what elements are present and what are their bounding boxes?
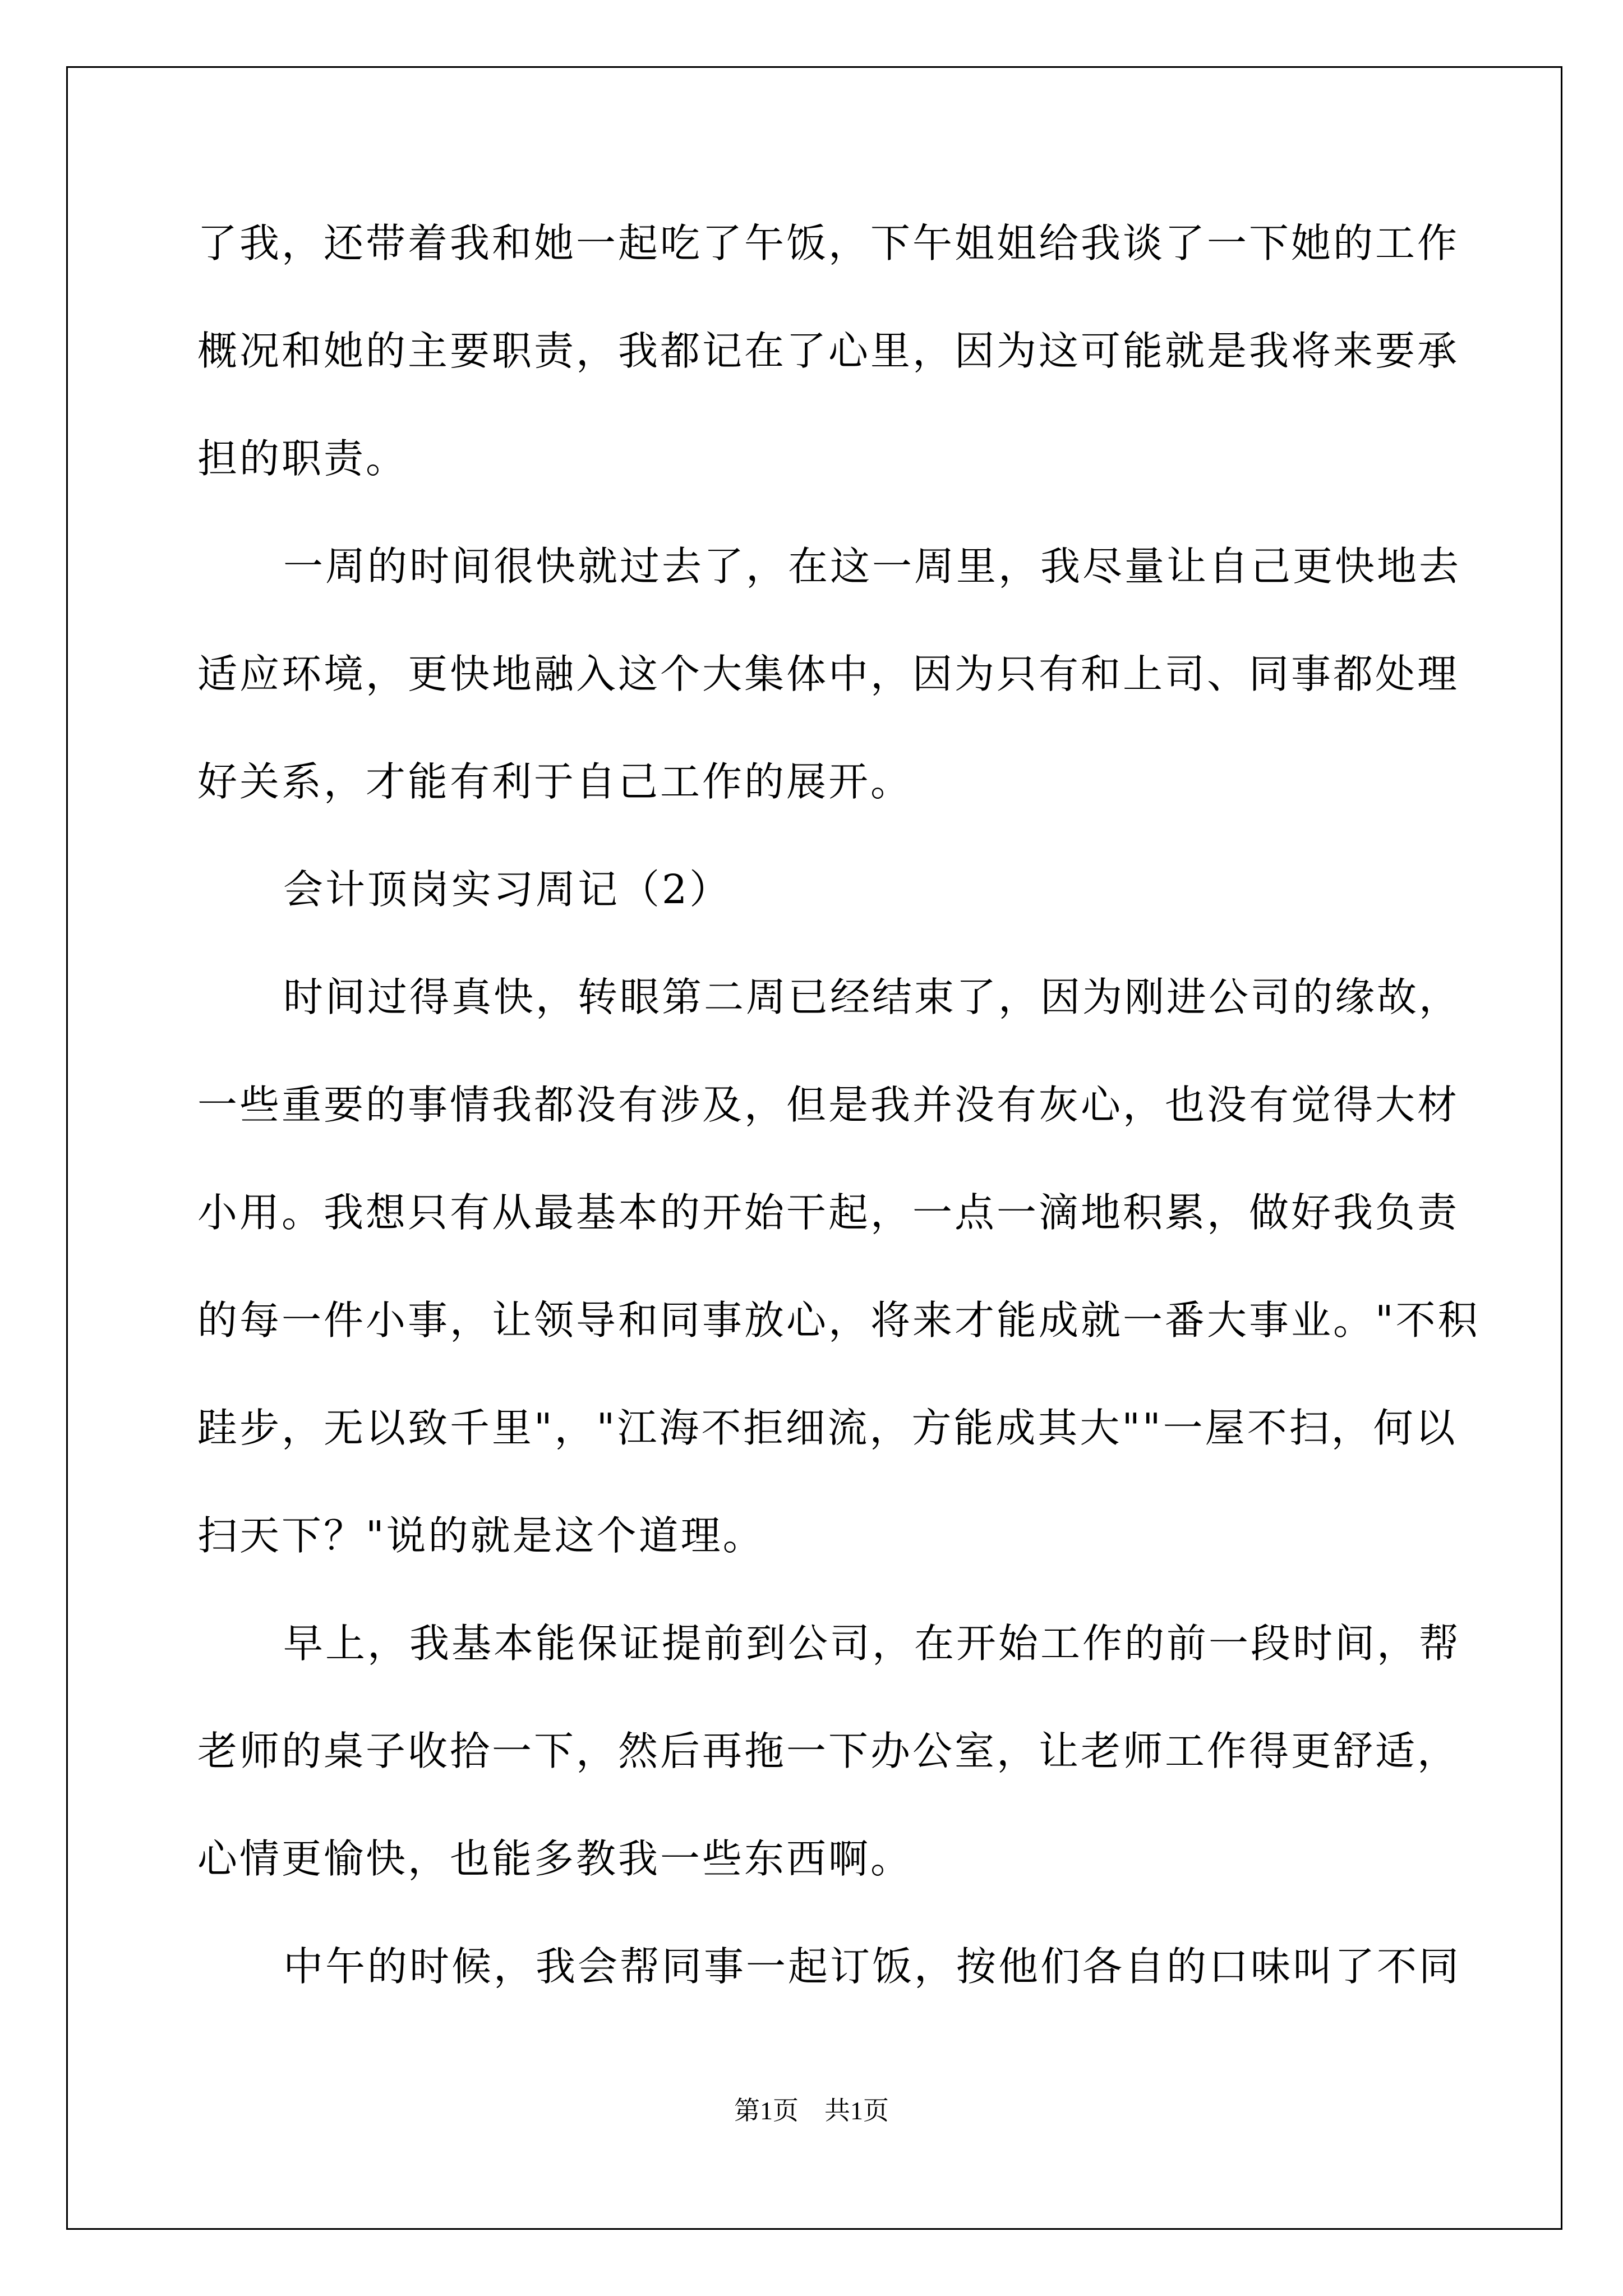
paragraph-first-line: 一周的时间很快就过去了，在这一周里，我尽量让自己更快地去	[283, 543, 1461, 590]
body-line: 适应环境，更快地融入这个大集体中，因为只有和上司、同事都处理	[197, 651, 1460, 697]
body-line: 老师的桌子收拾一下，然后再拖一下办公室，让老师工作得更舒适，	[197, 1728, 1460, 1774]
body-line: 概况和她的主要职责，我都记在了心里，因为这可能就是我将来要承	[197, 328, 1460, 374]
body-line: 跬步，无以致千里"，"江海不拒细流，方能成其大""一屋不扫，何以	[197, 1405, 1458, 1451]
page-count: 共1页	[824, 2096, 889, 2125]
page-border	[66, 66, 1562, 2230]
body-line: 了我，还带着我和她一起吃了午饭，下午姐姐给我谈了一下她的工作	[197, 220, 1460, 266]
section-heading: 会计顶岗实习周记（2）	[283, 866, 732, 913]
body-line: 小用。我想只有从最基本的开始干起，一点一滴地积累，做好我负责	[197, 1189, 1460, 1236]
page-number: 第1页	[734, 2096, 799, 2125]
body-line: 心情更愉快，也能多教我一些东西啊。	[197, 1835, 913, 1882]
body-line: 一些重要的事情我都没有涉及，但是我并没有灰心，也没有觉得大材	[197, 1082, 1460, 1128]
paragraph-first-line: 时间过得真快，转眼第二周已经结束了，因为刚进公司的缘故，	[283, 974, 1461, 1020]
paragraph-first-line: 早上，我基本能保证提前到公司，在开始工作的前一段时间，帮	[283, 1620, 1461, 1667]
body-line: 的每一件小事，让领导和同事放心，将来才能成就一番大事业。"不积	[197, 1297, 1480, 1343]
page-footer	[0, 2094, 1623, 2128]
body-line: 扫天下？"说的就是这个道理。	[197, 1512, 765, 1559]
paragraph-first-line: 中午的时候，我会帮同事一起订饭，按他们各自的口味叫了不同	[283, 1943, 1461, 1990]
body-line: 担的职责。	[197, 435, 408, 482]
body-line: 好关系，才能有利于自己工作的展开。	[197, 758, 913, 805]
